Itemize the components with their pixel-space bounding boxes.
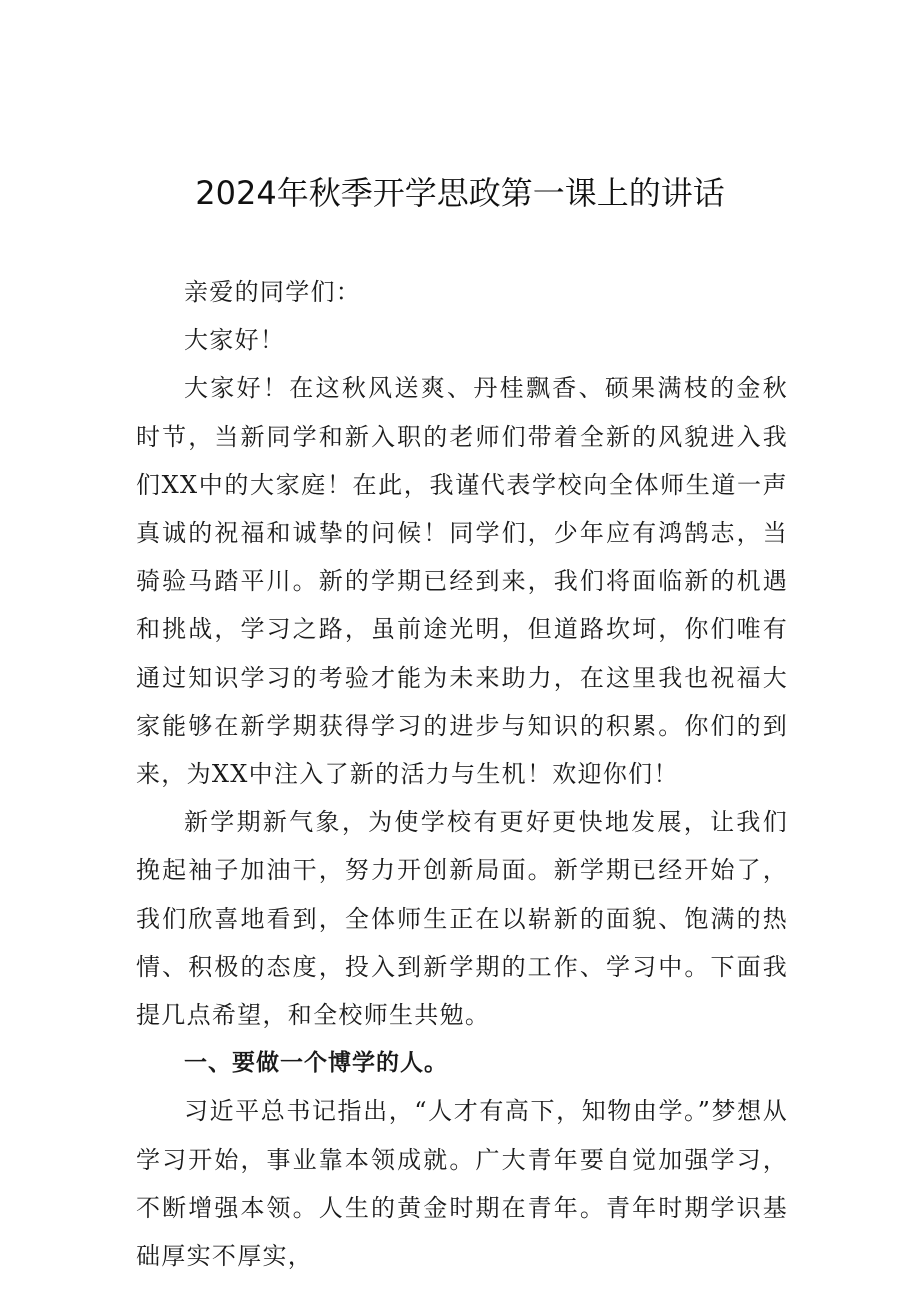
greeting: 大家好！ <box>184 326 286 355</box>
document-body <box>136 268 788 1280</box>
section-heading: 一、要做一个博学的人。 <box>184 1050 448 1077</box>
paragraph-new-term: 新学期新气象，为使学校有更好更快地发展，让我们挽起袖子加油干，努力开创新局面。新学期已经开始了，我们欣喜地看到，全体师生正在以崭新的面貌、饱满的热情、积极的态度，投入到新学期的工作、学习中。下面我提几点希望，和全校师生共勉。 <box>136 808 788 1030</box>
paragraph-welcome: 大家好！在这秋风送爽、丹桂飘香、硕果满枝的金秋时节，当新同学和新入职的老师们带着全新的风貌进入我们XX中的大家庭！在此，我谨代表学校向全体师生道一声真诚的祝福和诚挚的问候！同学们，少年应有鸿鹄志，当骑验马踏平川。新的学期已经到来，我们将面临新的机遇和挑战，学习之路，虽前途光明，但道路坎坷，你们唯有通过知识学习的考验才能为未来助力，在这里我也祝福大家能够在新学期获得学习的进步与知识的积累。你们的到来，为XX中注入了新的活力与生机！欢迎你们！ <box>136 374 788 789</box>
paragraph-learning: 习近平总书记指出，“人才有高下，知物由学。”梦想从学习开始，事业靠本领成就。广大青年要自觉加强学习，不断增强本领。人生的黄金时期在青年。青年时期学识基础厚实不厚实， <box>136 1097 788 1271</box>
document-title: 2024年秋季开学思政第一课上的讲话 <box>195 174 725 212</box>
salutation: 亲爱的同学们： <box>184 278 362 306</box>
